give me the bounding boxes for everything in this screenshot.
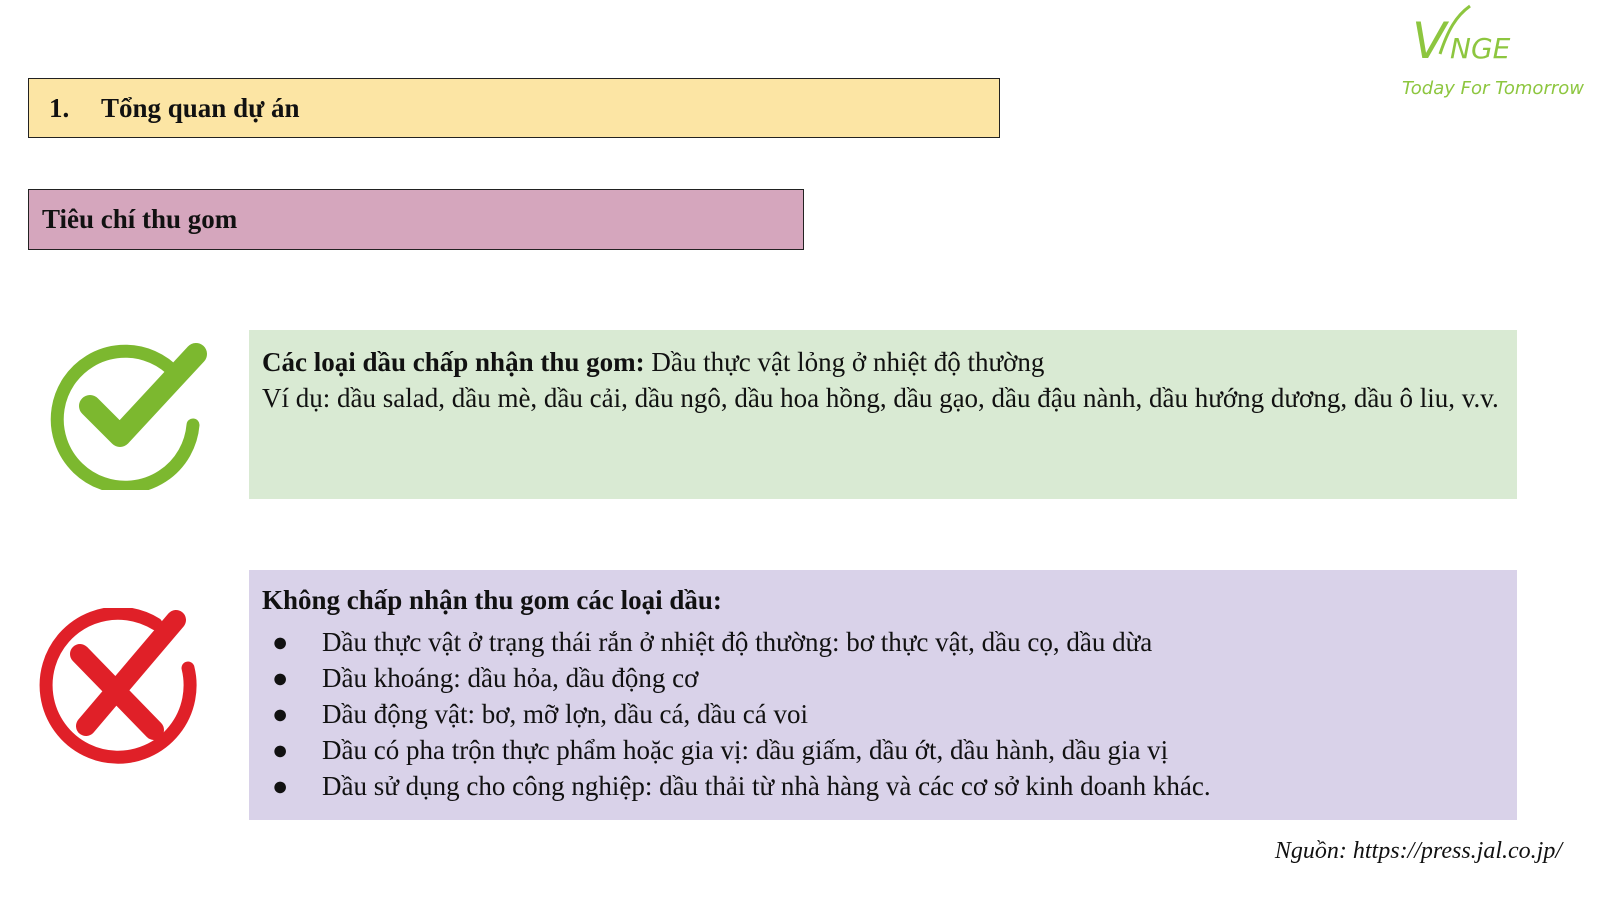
list-item — [262, 768, 1503, 804]
bullet-icon: ● — [272, 735, 289, 765]
section-title: Tổng quan dự án — [101, 92, 300, 123]
logo-mark — [1390, 2, 1590, 78]
list-item-text: Dầu động vật: bơ, mỡ lợn, dầu cá, dầu cá voi — [322, 699, 808, 729]
section-header — [28, 78, 1000, 138]
list-item-text: Dầu thực vật ở trạng thái rắn ở nhiệt độ thường: bơ thực vật, dầu cọ, dầu dừa — [322, 627, 1153, 657]
list-item — [262, 696, 1503, 732]
subsection-header — [28, 189, 804, 250]
list-item-text: Dầu sử dụng cho công nghiệp: dầu thải từ nhà hàng và các cơ sở kinh doanh khác. — [322, 771, 1211, 801]
accepted-label: Các loại dầu chấp nhận thu gom: — [262, 347, 645, 377]
list-item — [262, 732, 1503, 768]
source-citation: Nguồn: https://press.jal.co.jp/ — [1274, 838, 1562, 864]
list-item — [262, 660, 1503, 696]
logo-tagline: Today For Tomorrow — [1402, 78, 1584, 99]
accepted-examples: Ví dụ: dầu salad, dầu mè, dầu cải, dầu ngô, dầu hoa hồng, dầu gạo, dầu đậu nành, dầu hướng dương, dầu ô liu, v.v. — [262, 383, 1499, 413]
vnge-logo — [1390, 2, 1590, 102]
rejected-oils-box — [249, 570, 1517, 820]
accepted-description: Dầu thực vật lỏng ở nhiệt độ thường — [644, 347, 1045, 377]
rejected-label: Không chấp nhận thu gom các loại dầu: — [262, 585, 722, 615]
logo-letters: NGE — [1450, 32, 1511, 65]
cross-icon — [38, 608, 200, 770]
bullet-icon: ● — [272, 699, 289, 729]
list-item-text: Dầu khoáng: dầu hỏa, dầu động cơ — [322, 663, 699, 693]
section-number: 1. — [49, 92, 70, 123]
accepted-oils-box — [249, 330, 1517, 499]
bullet-icon: ● — [272, 663, 289, 693]
bullet-icon: ● — [272, 771, 289, 801]
accepted-line — [262, 344, 1503, 380]
list-item — [262, 624, 1503, 660]
logo-letter-v: V — [1412, 12, 1447, 70]
list-item-text: Dầu có pha trộn thực phẩm hoặc gia vị: dầu giấm, dầu ớt, dầu hành, dầu gia vị — [322, 735, 1169, 765]
bullet-icon: ● — [272, 627, 289, 657]
check-icon — [48, 330, 208, 490]
subsection-title: Tiêu chí thu gom — [42, 204, 238, 234]
rejected-list — [262, 624, 1503, 804]
